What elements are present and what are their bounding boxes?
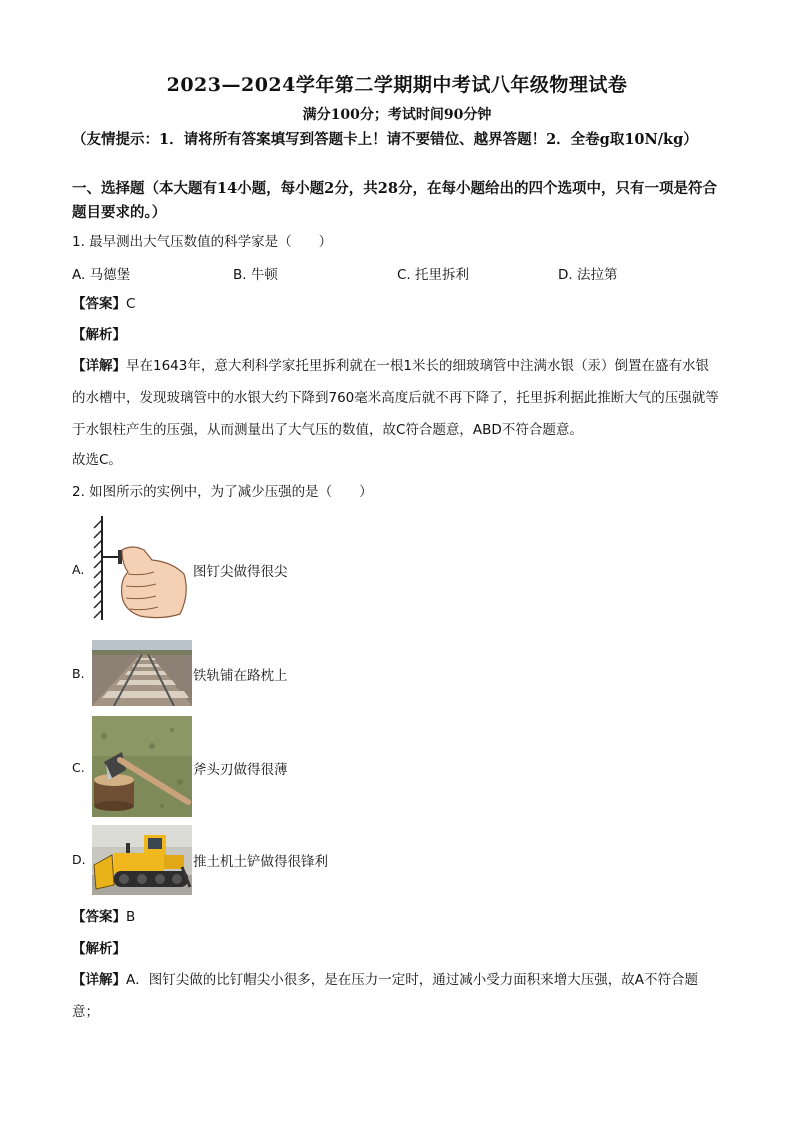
q2-option-c-caption: 斧头刃做得很薄 bbox=[193, 762, 288, 778]
q1-answer bbox=[72, 294, 722, 314]
q2-detail bbox=[72, 964, 722, 1028]
section-heading: 一、选择题（本大题有14小题，每小题2分，共28分，在每小题给出的四个选项中，只有一项是符合题目要求的。） bbox=[72, 180, 717, 221]
detail-tag: 【详解】 bbox=[72, 972, 126, 988]
axe-photo bbox=[92, 716, 192, 817]
q2-stem: 2. 如图所示的实例中，为了减少压强的是（ ） bbox=[72, 484, 373, 500]
q2-option-a-caption: 图钉尖做得很尖 bbox=[193, 564, 288, 580]
q2-option-b-letter: B. bbox=[72, 666, 85, 681]
answer-value: B bbox=[126, 909, 136, 925]
answer-tag: 【答案】 bbox=[72, 909, 126, 925]
detail-tag: 【详解】 bbox=[72, 358, 126, 374]
q2-answer bbox=[72, 907, 722, 927]
q2-analysis-tag bbox=[72, 939, 722, 959]
q2-option-d-letter: D. bbox=[72, 852, 86, 867]
railway-photo bbox=[92, 640, 192, 706]
q1-analysis-tag bbox=[72, 325, 722, 345]
q1-detail bbox=[72, 350, 722, 446]
notice-text: （友情提示：1．请将所有答案填写到答题卡上！请不要错位、越界答题！2．全卷g取10N/kg） bbox=[72, 131, 698, 148]
answer-value: C bbox=[126, 296, 136, 312]
exam-subtitle: 满分100分；考试时间90分钟 bbox=[302, 107, 492, 123]
analysis-tag: 【解析】 bbox=[72, 941, 126, 957]
bulldozer-photo bbox=[92, 825, 192, 895]
q1-conclusion: 故选C。 bbox=[72, 452, 122, 468]
q1-option-d: D. 法拉第 bbox=[558, 267, 618, 283]
q1-option-c: C. 托里拆利 bbox=[397, 267, 470, 283]
q2-option-b-caption: 铁轨铺在路枕上 bbox=[193, 668, 288, 684]
q2-option-d-caption: 推土机土铲做得很锋利 bbox=[193, 854, 328, 870]
page-title: 2023—2024学年第二学期期中考试八年级物理试卷 bbox=[166, 74, 628, 96]
detail-text: A．图钉尖做的比钉帽尖小很多，是在压力一定时，通过减小受力面积来增大压强，故A不符合题意； bbox=[72, 972, 698, 1020]
answer-tag: 【答案】 bbox=[72, 296, 126, 312]
q1-option-a: A. 马德堡 bbox=[72, 267, 131, 283]
thumbtack-drawing bbox=[92, 514, 192, 622]
q2-option-a-letter: A. bbox=[72, 562, 85, 577]
q1-option-b: B. 牛顿 bbox=[233, 267, 278, 283]
q1-stem: 1. 最早测出大气压数值的科学家是（ ） bbox=[72, 234, 333, 250]
analysis-tag: 【解析】 bbox=[72, 327, 126, 343]
detail-text: 早在1643年，意大利科学家托里拆利就在一根1米长的细玻璃管中注满水银（汞）倒置在盛有水银的水槽中，发现玻璃管中的水银大约下降到760毫米高度后就不再下降了，托里拆利据此推断大气的压强就等于水银柱产生的压强，从而测量出了大气压的数值，故C符合题意，ABD不符合题意。 bbox=[72, 358, 719, 438]
q2-option-c-letter: C. bbox=[72, 760, 85, 775]
